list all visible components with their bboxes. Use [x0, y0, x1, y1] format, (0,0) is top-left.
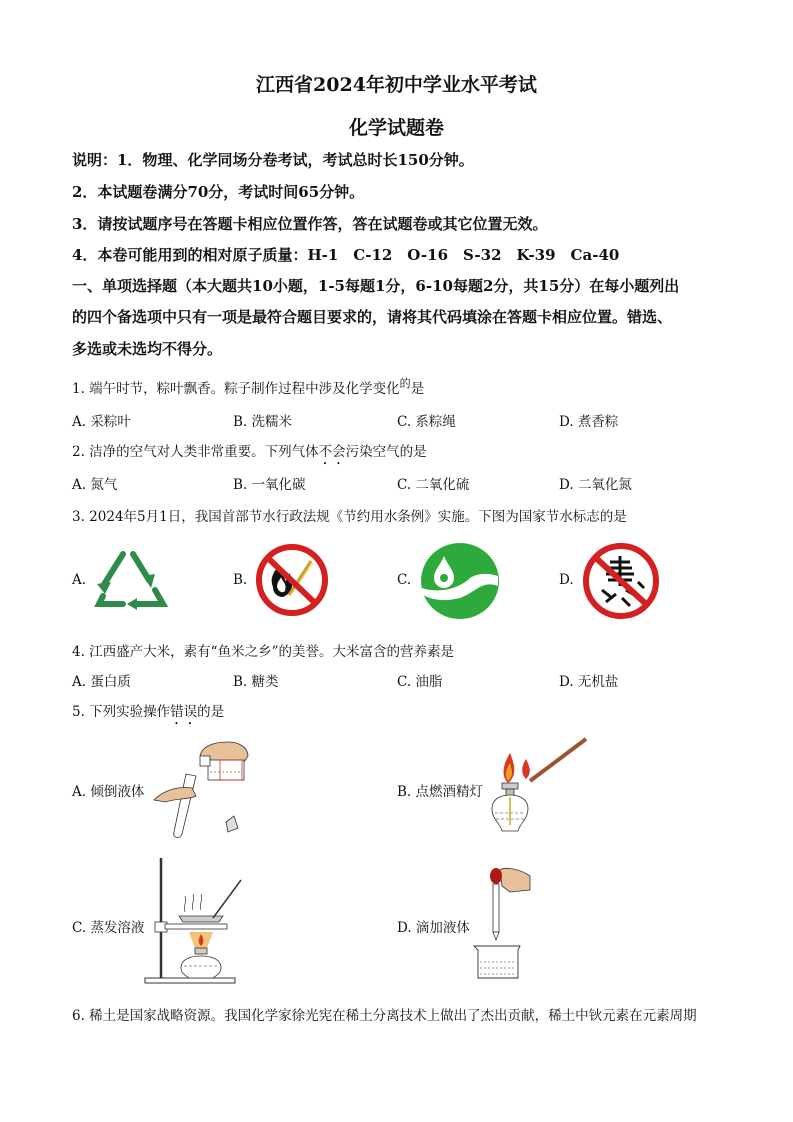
instruction-3: 3．请按试题序号在答题卡相应位置作答，答在试题卷或其它位置无效。	[72, 215, 548, 233]
exam-title: 江西省2024年初中学业水平考试	[256, 74, 537, 96]
q2-option-a: A. 氮气	[72, 477, 118, 493]
question-3-stem: 3. 2024年5月1日，我国首部节水行政法规《节约用水条例》实施。下图为国家节水标志的是	[72, 509, 627, 525]
pouring-liquid-illustration-icon	[148, 738, 258, 843]
q5-option-d: D. 滴加液体	[397, 920, 470, 936]
instruction-4: 4．本卷可能用到的相对原子质量：H-1 C-12 O-16 S-32 K-39 Ca-40	[72, 246, 620, 264]
section1-line3: 多选或未选均不得分。	[72, 340, 223, 358]
q2-option-b: B. 一氧化碳	[233, 477, 306, 493]
q3-option-b: B.	[233, 572, 248, 588]
alcohol-lamp-illustration-icon	[486, 735, 596, 845]
q1-option-a: A. 采粽叶	[72, 414, 131, 430]
q4-option-c: C. 油脂	[397, 674, 443, 690]
q1-option-c: C. 系粽绳	[397, 414, 456, 430]
evaporation-illustration-icon	[145, 856, 255, 986]
question-6-stem: 6. 稀土是国家战略资源。我国化学家徐光宪在稀土分离技术上做出了杰出贡献，稀土中钬元素在元素周期	[72, 1008, 697, 1024]
water-saving-logo-icon	[420, 542, 500, 620]
q4-option-b: B. 糖类	[233, 674, 279, 690]
dropper-illustration-icon	[470, 862, 540, 984]
q4-option-a: A. 蛋白质	[72, 674, 131, 690]
q1-option-d: D. 煮香粽	[559, 414, 619, 430]
q4-option-d: D. 无机盐	[559, 674, 619, 690]
question-2-stem: 2. 洁净的空气对人类非常重要。下列气体不会污染空气的是	[72, 444, 427, 460]
q5-option-b: B. 点燃酒精灯	[397, 784, 484, 800]
no-fire-icon	[255, 543, 329, 617]
q5-option-a: A. 倾倒液体	[72, 784, 145, 800]
question-1-stem: 1. 端午时节，粽叶飘香。粽子制作过程中涉及化学变化$^的$是	[72, 377, 425, 397]
section1-line1: 一、单项选择题（本大题共10小题，1-5每题1分，6-10每题2分，共15分）在每小题列出	[72, 277, 680, 295]
question-4-stem: 4. 江西盛产大米，素有“鱼米之乡”的美誉。大米富含的营养素是	[72, 644, 454, 660]
q2-option-c: C. 二氧化硫	[397, 477, 470, 493]
question-5-stem: 5. 下列实验操作错误的是	[72, 704, 225, 720]
no-logging-icon	[582, 542, 660, 620]
recycle-icon	[93, 546, 169, 612]
q2-option-d: D. 二氧化氮	[559, 477, 632, 493]
q5-option-c: C. 蒸发溶液	[72, 920, 145, 936]
q1-option-b: B. 洗糯米	[233, 414, 293, 430]
q3-option-c: C.	[397, 572, 412, 588]
instruction-2: 2．本试题卷满分70分，考试时间65分钟。	[72, 183, 365, 201]
instruction-1: 说明：1．物理、化学同场分卷考试，考试总时长150分钟。	[72, 151, 474, 169]
q3-option-a: A.	[72, 572, 87, 588]
q3-option-d: D.	[559, 572, 574, 588]
exam-subtitle: 化学试题卷	[348, 117, 444, 139]
section1-line2: 的四个备选项中只有一项是最符合题目要求的，请将其代码填涂在答题卡相应位置。错选、	[72, 308, 673, 326]
